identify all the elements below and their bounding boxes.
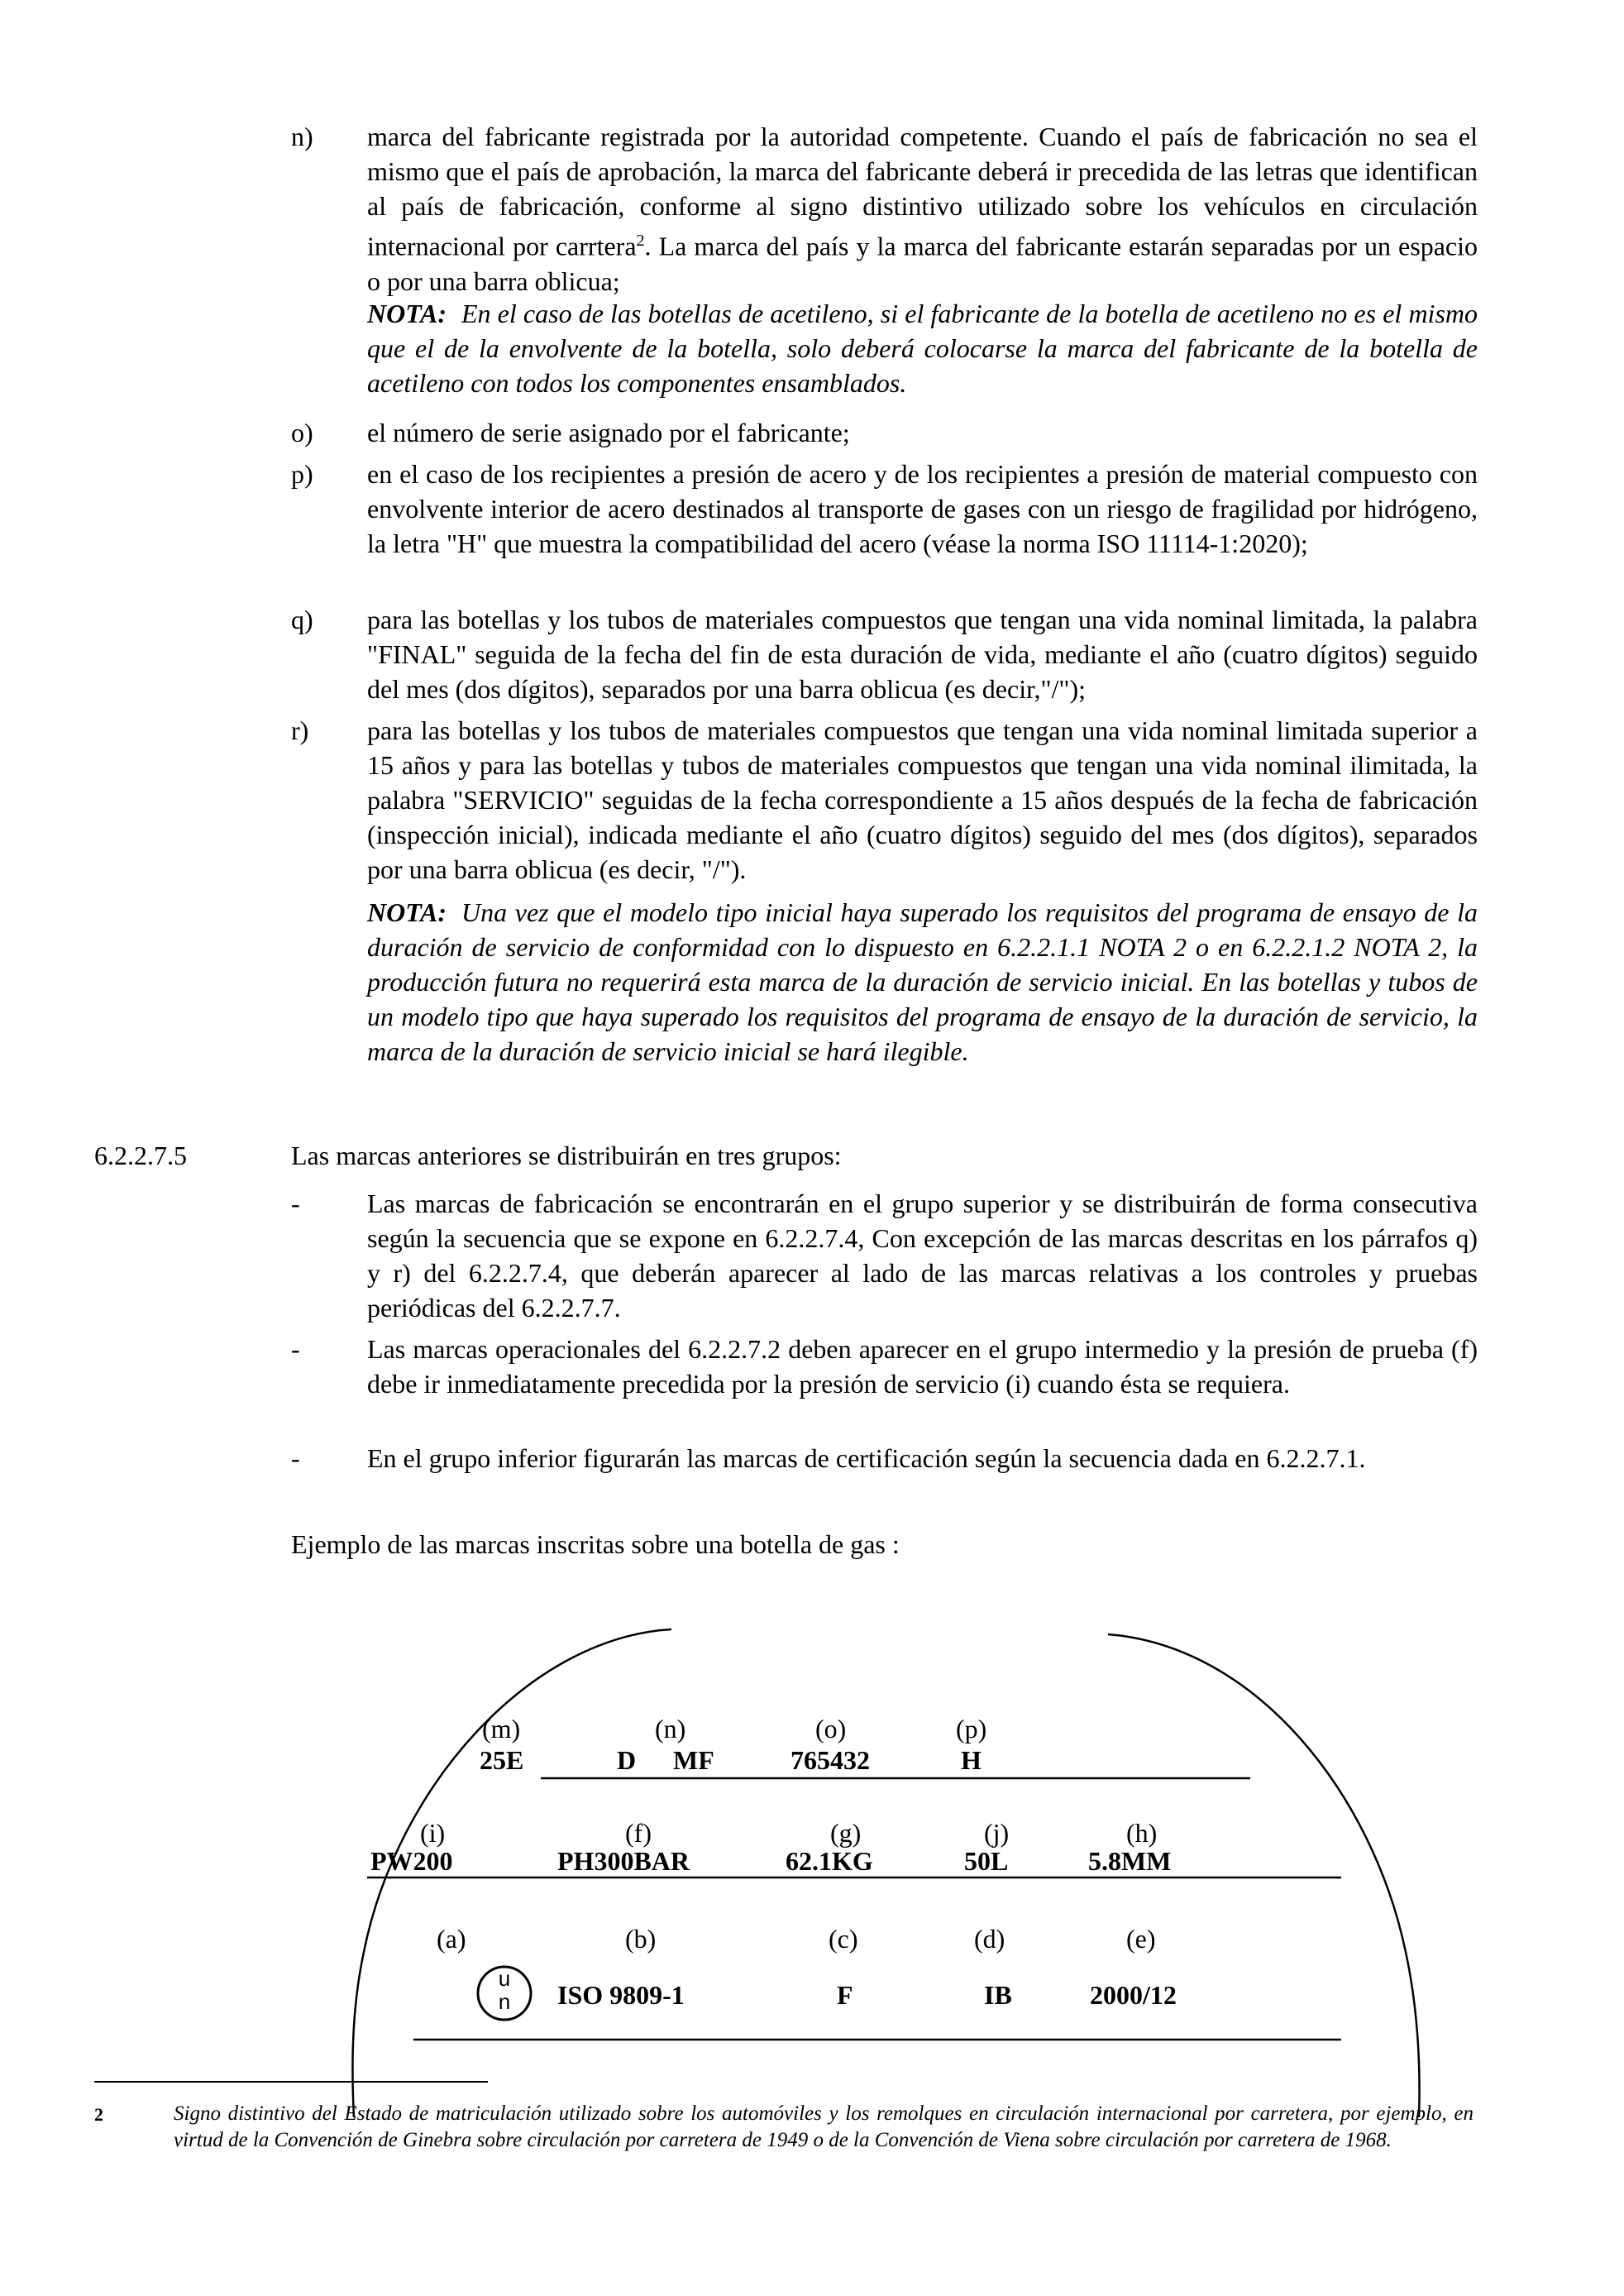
list-item-o	[291, 415, 1478, 450]
mark-empty-mass: 62.1KG	[786, 1846, 873, 1876]
label-f: (f)	[625, 1818, 652, 1848]
gas-cylinder-marking-diagram	[0, 1621, 1624, 2117]
item-note: NOTA: Una vez que el modelo tipo inicial haya superado los requisitos del programa de ensayo de la duración de servicio de conformidad con lo dispuesto en 6.2.2.1.1 NOTA 2 o en 6.2.2.1.2 NOTA 2, la producción futura no requerirá esta marca de la duración de servicio inicial. En las botellas y tubos de un modelo tipo que haya superado los requisitos del programa de ensayo de la duración de servicio, la marca de la duración de servicio inicial se hará ilegible.	[367, 897, 1478, 1066]
item-label: o)	[291, 418, 313, 447]
label-g: (g)	[830, 1818, 862, 1848]
item-label: p)	[291, 459, 313, 489]
mark-test-pressure: PH300BAR	[557, 1846, 690, 1876]
list-item-q	[291, 602, 1478, 708]
label-n: (n)	[655, 1714, 686, 1744]
bullet-text: Las marcas de fabricación se encontrarán en el grupo superior y se distribuirán de forma consecutiva según la secuencia que se expone en 6.2.2.7.4, Con excepción de las marcas descritas en los párrafos q) y r) del 6.2.2.7.4, que deberán aparecer al lado de las marcas relativas a los controles y pruebas periódicas del 6.2.2.7.7.	[367, 1189, 1478, 1323]
mark-test-pressure-ref: 25E	[480, 1745, 524, 1775]
mark-country: D	[617, 1745, 637, 1775]
mark-wall-thickness: 5.8MM	[1088, 1846, 1172, 1876]
bullet-dash: -	[291, 1334, 300, 1364]
footnote-ref[interactable]: 2	[636, 232, 645, 250]
label-d: (d)	[974, 1924, 1005, 1954]
mark-standard: ISO 9809-1	[557, 1980, 685, 2010]
bullet-text: Las marcas operacionales del 6.2.2.7.2 deben aparecer en el grupo intermedio y la presión de prueba (f) debe ir inmediatamente precedida por la presión de servicio (i) cuando ésta se requiera.	[367, 1334, 1478, 1399]
section-title: Las marcas anteriores se distribuirán en tres grupos:	[291, 1141, 842, 1170]
label-c: (c)	[829, 1924, 858, 1954]
bullet-dash: -	[291, 1443, 300, 1473]
label-i: (i)	[420, 1818, 446, 1848]
mark-water-capacity: 50L	[964, 1846, 1009, 1876]
label-e: (e)	[1126, 1924, 1156, 1954]
un-symbol-icon: u n	[498, 1966, 511, 2014]
label-m: (m)	[482, 1714, 521, 1744]
list-item-p	[291, 457, 1478, 597]
footnote-separator	[94, 2081, 488, 2083]
item-text: en el caso de los recipientes a presión de acero y de los recipientes a presión de material compuesto con envolvente interior de acero destinados al transporte de gases con un riesgo de fragilidad por hidrógeno, la letra "H" que muestra la compatibilidad del acero (véase la norma ISO 11114-1:2020);	[367, 459, 1478, 558]
mark-serial-number: 765432	[791, 1745, 870, 1775]
item-text: para las botellas y los tubos de materiales compuestos que tengan una vida nominal limitada superior a 15 años y para las botellas y tubos de materiales compuestos que tengan una vida nominal ilimitada, la palabra "SERVICIO" seguidas de la fecha correspondiente a 15 años después de la fecha de fabricación (inspección inicial), indicada mediante el año (cuatro dígitos) seguido del mes (dos dígitos), separados por una barra oblicua (es decir, "/").	[367, 715, 1478, 884]
label-b: (b)	[625, 1924, 657, 1954]
list-item-n	[291, 119, 1478, 400]
label-j: (j)	[984, 1818, 1010, 1848]
mark-inspection-body: IB	[984, 1980, 1012, 2010]
section-number: 6.2.2.7.5	[94, 1141, 187, 1170]
footnote-number: 2	[94, 2104, 103, 2125]
label-h: (h)	[1126, 1818, 1158, 1848]
label-a: (a)	[437, 1924, 466, 1954]
bullet-dash: -	[291, 1189, 300, 1218]
example-intro: Ejemplo de las marcas inscritas sobre una botella de gas :	[291, 1529, 900, 1559]
item-text: marca del fabricante registrada por la autoridad competente. Cuando el país de fabricación no sea el mismo que el país de aprobación, la marca del fabricante deberá ir precedida de las letras que identifican al país de fabricación, conforme al signo distintivo utilizado sobre los vehículos en circulación internacional por carrtera$^2$. La marca del país y la marca del fabricante estarán separadas por un espacio o por una barra oblicua;	[367, 122, 1478, 296]
label-p: (p)	[956, 1714, 987, 1744]
item-label: n)	[291, 122, 313, 151]
mark-date: 2000/12	[1090, 1980, 1177, 2010]
item-label: r)	[291, 715, 309, 745]
mark-manufacturer: MF	[673, 1745, 714, 1775]
bullet-text: En el grupo inferior figurarán las marcas de certificación según la secuencia dada en 6.2.2.7.1.	[367, 1443, 1366, 1473]
item-text: el número de serie asignado por el fabricante;	[367, 418, 850, 447]
mark-stamp: F	[837, 1980, 853, 2010]
list-item-r	[291, 713, 1478, 1110]
item-text: para las botellas y los tubos de materiales compuestos que tengan una vida nominal limitada, la palabra "FINAL" seguida de la fecha del fin de esta duración de vida, mediante el año (cuatro dígitos) seguido del mes (dos dígitos), separados por una barra oblicua (es decir,"/");	[367, 605, 1478, 704]
mark-hydrogen: H	[961, 1745, 982, 1775]
item-note: NOTA: En el caso de las botellas de acetileno, si el fabricante de la botella de acetileno no es el mismo que el de la envolvente de la botella, solo deberá colocarse la marca del fabricante de la botella de acetileno con todos los componentes ensamblados.	[367, 299, 1478, 398]
mark-working-pressure: PW200	[370, 1846, 453, 1876]
note-label: NOTA:	[367, 299, 447, 328]
item-label: q)	[291, 605, 313, 634]
note-label: NOTA:	[367, 897, 447, 927]
label-o: (o)	[815, 1714, 847, 1744]
footnote-text: Signo distintivo del Estado de matriculación utilizado sobre los automóviles y los remolques en circulación internacional por carretera, por ejemplo, en virtud de la Convención de Ginebra sobre circulación por carretera de 1949 o de la Convención de Viena sobre circulación por carretera de 1968.	[174, 2102, 1474, 2151]
